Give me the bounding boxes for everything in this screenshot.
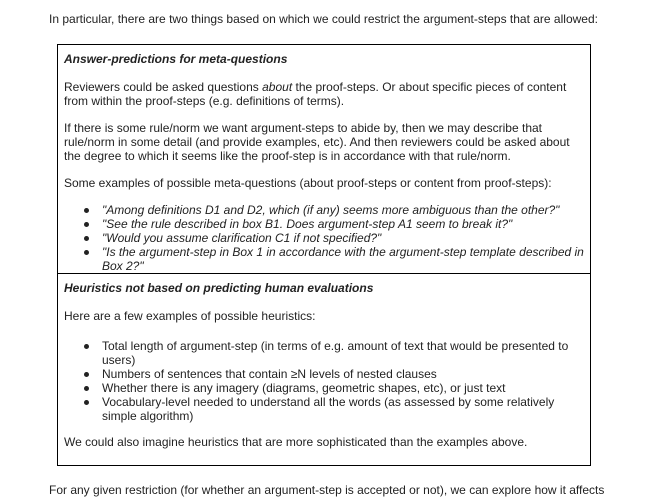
meta-question-list	[64, 203, 584, 273]
list-item: Numbers of sentences that contain ≥N levels of nested clauses	[102, 367, 584, 381]
box-heading: Answer-predictions for meta-questions	[64, 52, 288, 66]
list-item: Vocabulary-level needed to understand all the words (as assessed by some relatively simple algorithm)	[102, 395, 584, 423]
box-paragraph	[64, 80, 584, 108]
box-paragraph: If there is some rule/norm we want argument-steps to abide by, then we may describe that rule/norm in some detail (and provide examples, etc). And then reviewers could be asked about the degree to which it seems like the proof-step is in accordance with that rule/norm.	[64, 121, 570, 163]
heuristics-box	[57, 273, 591, 466]
box-paragraph: Some examples of possible meta-questions (about proof-steps or content from proof-steps):	[64, 176, 552, 190]
text-fragment: the proof-steps. Or about specific pieces of content from within the proof-steps (e.g. definitions of terms).	[64, 80, 567, 108]
box-heading: Heuristics not based on predicting human evaluations	[64, 281, 374, 295]
meta-questions-box	[57, 44, 591, 274]
list-item: "Would you assume clarification C1 if not specified?"	[102, 231, 584, 245]
list-item: "See the rule described in box B1. Does argument-step A1 seem to break it?"	[102, 217, 584, 231]
list-item: "Is the argument-step in Box 1 in accordance with the argument-step template described in Box 2?"	[102, 245, 584, 273]
box-paragraph: Here are a few examples of possible heuristics:	[64, 309, 316, 323]
text-fragment: Reviewers could be asked questions	[64, 80, 263, 94]
list-item: Total length of argument-step (in terms of e.g. amount of text that would be presented to users)	[102, 339, 584, 367]
list-item: "Among definitions D1 and D2, which (if any) seems more ambiguous than the other?"	[102, 203, 584, 217]
outro-paragraph: For any given restriction (for whether an argument-step is accepted or not), we can explore how it affects	[49, 483, 605, 497]
list-item: Whether there is any imagery (diagrams, geometric shapes, etc), or just text	[102, 381, 584, 395]
box-paragraph: We could also imagine heuristics that are more sophisticated than the examples above.	[64, 435, 528, 449]
intro-paragraph: In particular, there are two things based on which we could restrict the argument-steps that are allowed:	[49, 12, 598, 26]
heuristics-list	[64, 339, 584, 423]
emphasis-text: about	[262, 80, 293, 94]
